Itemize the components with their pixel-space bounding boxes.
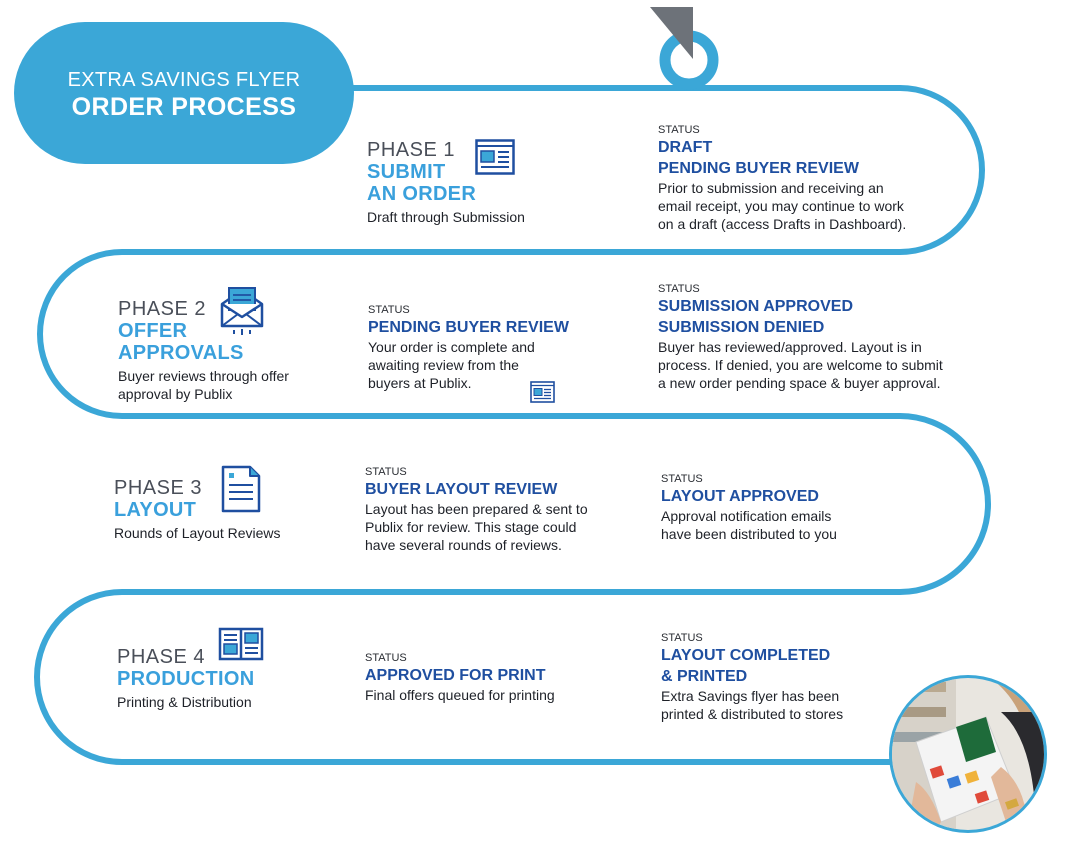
status-label: STATUS: [661, 632, 703, 644]
status-desc-line1: Approval notification emails: [661, 508, 832, 524]
phase-4-label: PHASE 4: [117, 646, 205, 668]
status-title-line2: SUBMISSION DENIED: [658, 319, 825, 336]
phase-1-label: PHASE 1: [367, 139, 455, 161]
status-desc-line3: on a draft (access Drafts in Dashboard).: [658, 216, 907, 232]
status-desc-line3: a new order pending space & buyer approval.: [658, 375, 941, 391]
status-label: STATUS: [658, 124, 700, 136]
phase-2-title-line1: OFFER: [118, 320, 188, 342]
phase-2-status-1: [368, 303, 618, 392]
phase-4-status-1: [365, 651, 625, 704]
status-desc-line1: Buyer has reviewed/approved. Layout is in: [658, 339, 922, 355]
status-desc-line1: Your order is complete and: [368, 339, 535, 355]
small-document-icon: [530, 381, 555, 403]
status-desc-line2: email receipt, you may continue to work: [658, 198, 904, 214]
status-title-line1: LAYOUT APPROVED: [661, 488, 819, 505]
open-booklet-icon: [218, 627, 264, 663]
status-title-line1: APPROVED FOR PRINT: [365, 667, 546, 684]
status-title-line1: PENDING BUYER REVIEW: [368, 319, 569, 336]
status-title-line1: SUBMISSION APPROVED: [658, 298, 853, 315]
status-desc-line2: Publix for review. This stage could: [365, 519, 577, 535]
phase-4-status-2: [661, 631, 891, 723]
status-desc-line2: awaiting review from the: [368, 357, 519, 373]
phase-3-status-1: [365, 465, 625, 554]
start-pin-icon: [645, 5, 725, 90]
phase-1-title-line2: AN ORDER: [367, 183, 477, 205]
phase-2-description-line1: Buyer reviews through offer: [118, 368, 289, 384]
status-desc-line3: have several rounds of reviews.: [365, 537, 562, 553]
phase-4-description: Printing & Distribution: [117, 694, 252, 710]
status-desc-line1: Layout has been prepared & sent to: [365, 501, 588, 517]
phase-4-title: PRODUCTION: [117, 668, 255, 690]
document-lines-icon: [220, 465, 262, 513]
document-layout-icon: [475, 139, 515, 175]
header-pill: [14, 22, 354, 164]
status-title-line1: LAYOUT COMPLETED: [661, 647, 831, 664]
status-label: STATUS: [661, 473, 703, 485]
phase-2-title-line2: APPROVALS: [118, 342, 244, 364]
status-label: STATUS: [365, 652, 407, 664]
header-subtitle: EXTRA SAVINGS FLYER: [67, 69, 301, 91]
status-label: STATUS: [368, 304, 410, 316]
phase-2-label: PHASE 2: [118, 298, 206, 320]
header-title: ORDER PROCESS: [71, 93, 297, 121]
phase-1-description: Draft through Submission: [367, 209, 525, 225]
status-desc-line3: buyers at Publix.: [368, 375, 472, 391]
phase-1-block: [367, 139, 557, 226]
phase-3-label: PHASE 3: [114, 477, 202, 499]
phase-1-title-line1: SUBMIT: [367, 161, 446, 183]
status-desc-line1: Prior to submission and receiving an: [658, 180, 884, 196]
phase-2-status-2: [658, 282, 978, 392]
status-label: STATUS: [365, 466, 407, 478]
status-desc-line1: Final offers queued for printing: [365, 687, 555, 703]
status-title-line2: PENDING BUYER REVIEW: [658, 160, 859, 177]
flyer-reader-photo: [886, 672, 1050, 836]
status-title-line1: BUYER LAYOUT REVIEW: [365, 481, 558, 498]
status-desc-line1: Extra Savings flyer has been: [661, 688, 840, 704]
status-title-line1: DRAFT: [658, 139, 713, 156]
status-desc-line2: have been distributed to you: [661, 526, 837, 542]
phase-3-description: Rounds of Layout Reviews: [114, 525, 281, 541]
status-desc-line2: process. If denied, you are welcome to submit: [658, 357, 943, 373]
status-title-line2: & PRINTED: [661, 668, 748, 685]
status-desc-line2: printed & distributed to stores: [661, 706, 844, 722]
status-label: STATUS: [658, 283, 700, 295]
phase-1-status: [658, 123, 958, 233]
phase-2-description-line2: approval by Publix: [118, 386, 233, 402]
envelope-icon: [219, 286, 265, 336]
phase-3-status-2: [661, 472, 921, 543]
phase-3-title: LAYOUT: [114, 499, 197, 521]
